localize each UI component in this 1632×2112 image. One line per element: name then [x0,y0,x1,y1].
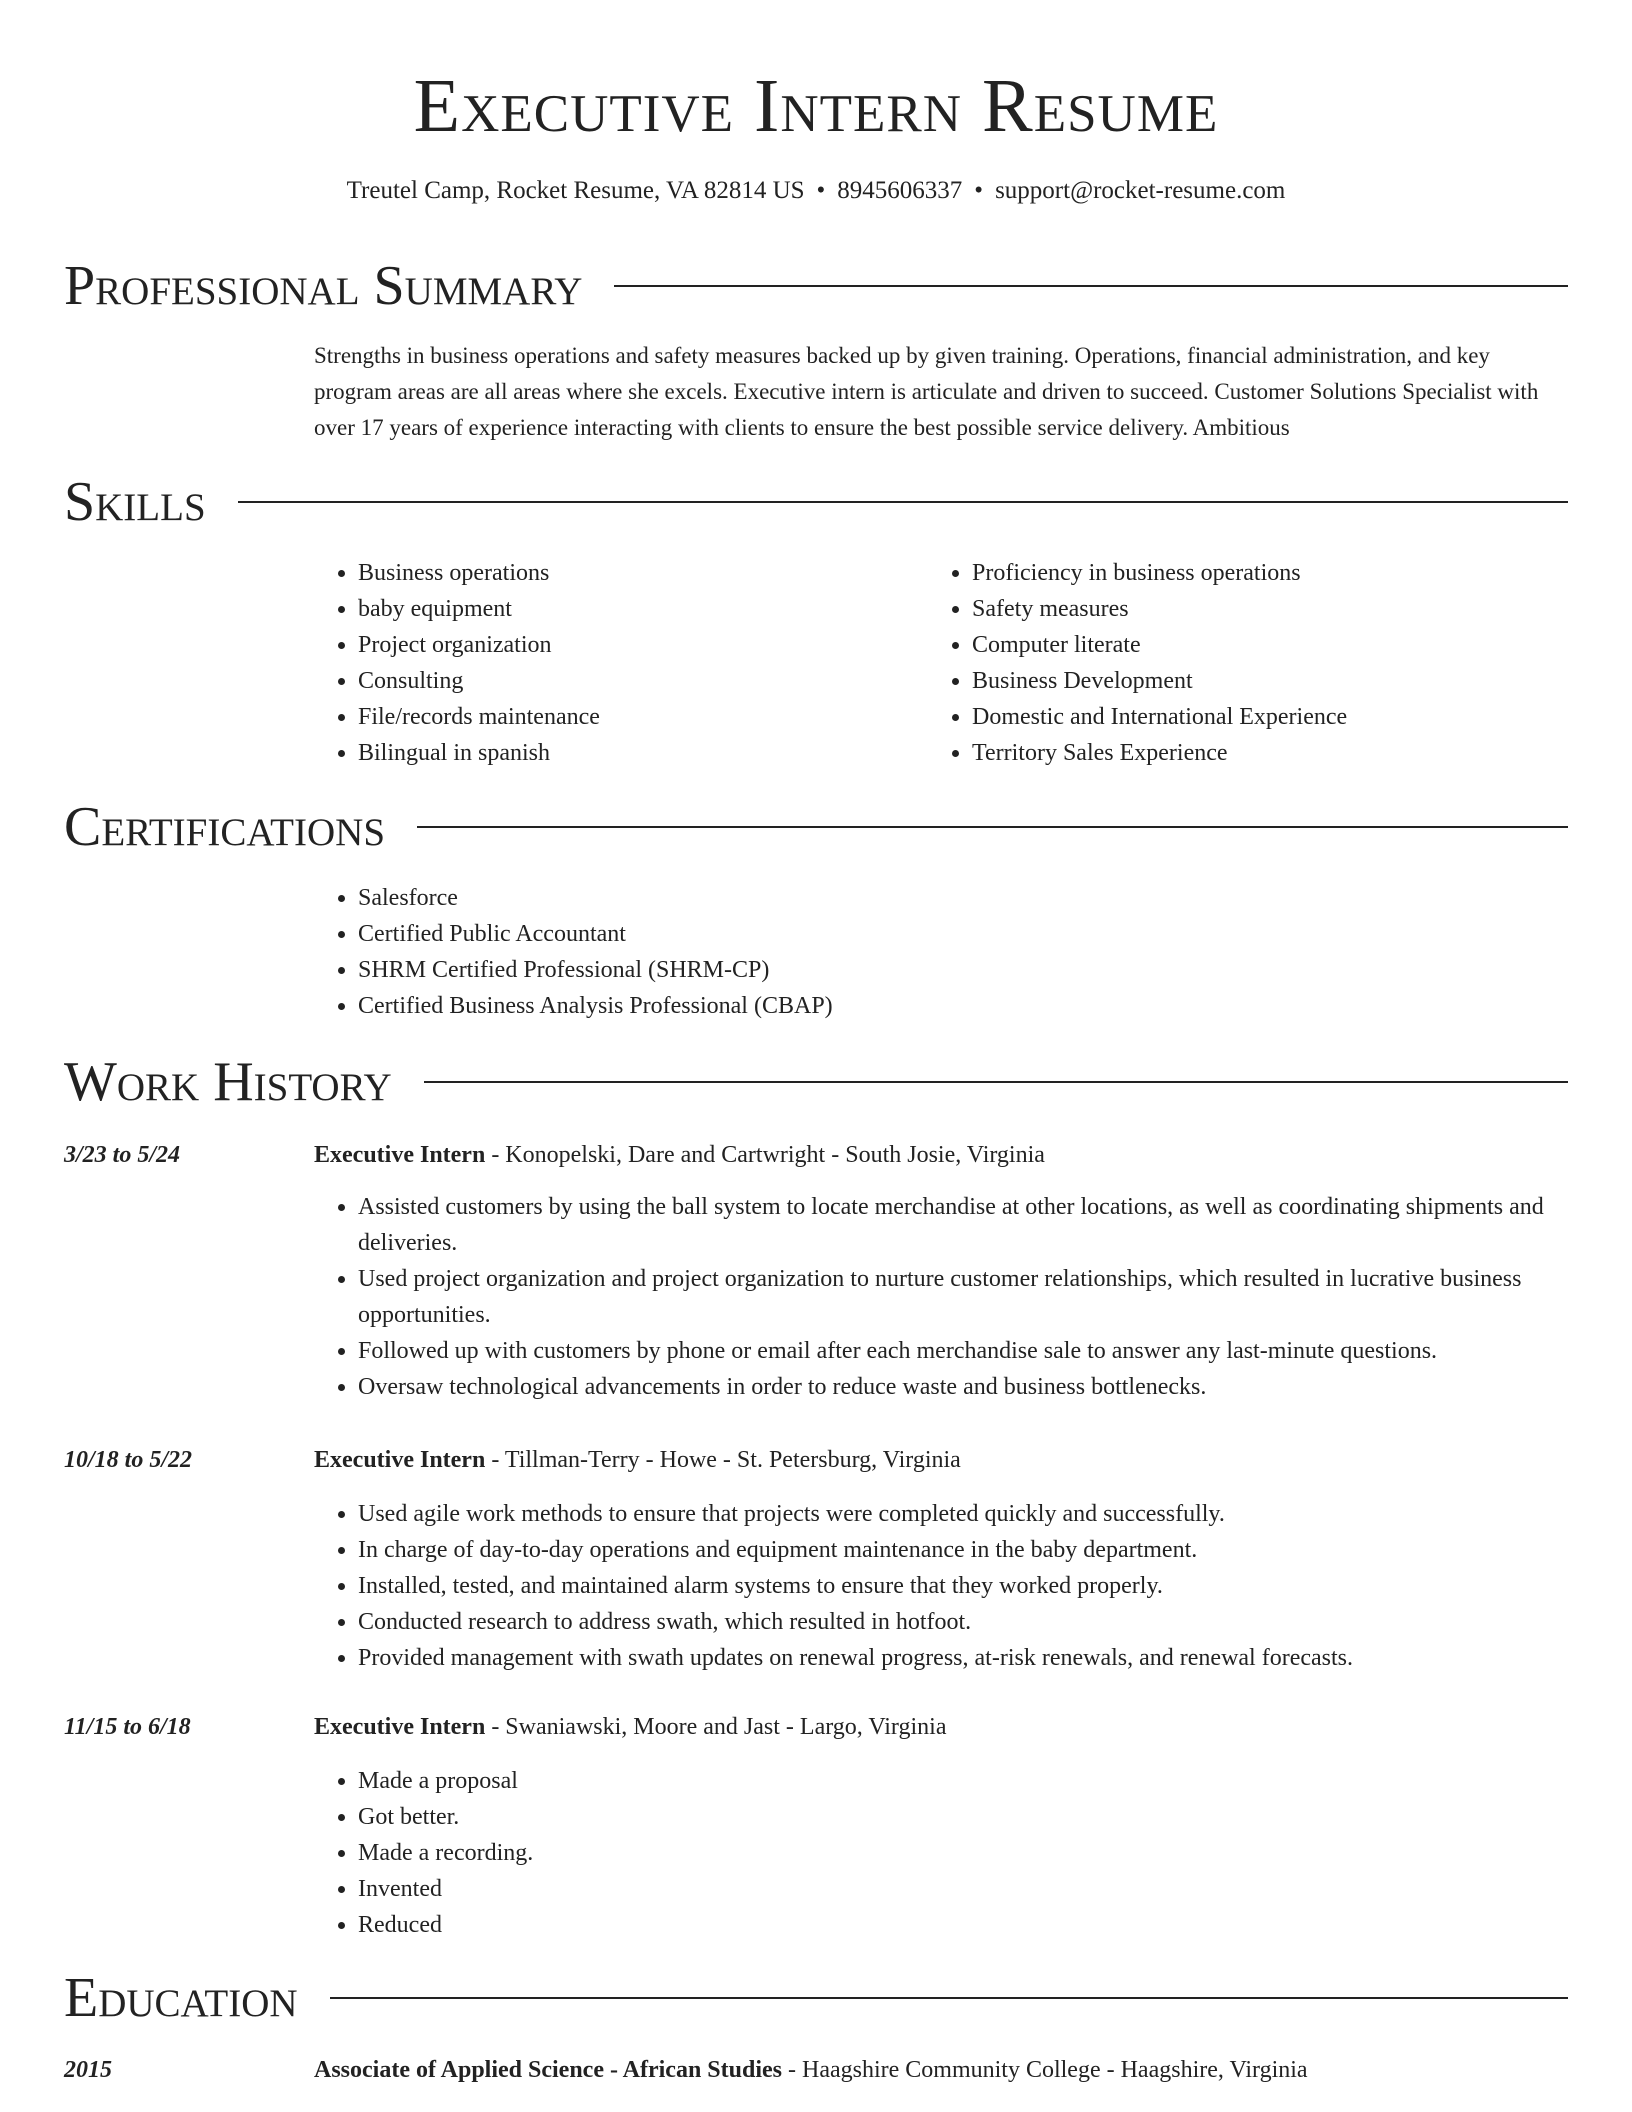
job-heading [314,1137,1045,1173]
job-bullet: • Reduced [358,1907,1568,1943]
contact-address: Treutel Camp, Rocket Resume, VA 82814 US [346,177,805,204]
section-divider [330,1997,1568,1999]
contact-phone: 8945606337 [837,177,963,204]
summary-text: Strengths in business operations and safety measures backed up by given training. Operations, financial administration, and key program areas are all areas where she excels. Executive intern is articulate and driven to succeed. Customer Solutions Specialist with over 17 years of experience interacting with clients to ensure the best possible service delivery. Ambitious [314,343,1539,440]
job-dates: 11/15 to 6/18 [64,1714,191,1740]
contact-separator: • [974,177,984,204]
job-bullet: • Assisted customers by using the ball system to locate merchandise at other locations, as well as coordinating shipments and deliveries. [358,1189,1568,1261]
job-heading [314,1442,961,1478]
job-bullet: • Made a proposal [358,1763,1568,1799]
job-employer: - Swaniawski, Moore and Jast - Largo, Virginia [485,1714,947,1740]
job-bullet: • Used agile work methods to ensure that projects were completed quickly and successfully. [358,1496,1568,1532]
education-heading: Education [64,1967,298,2029]
skills-right-column [928,555,1528,771]
job-bullet: • Conducted research to address swath, which resulted in hotfoot. [358,1604,1568,1640]
job-heading [314,1709,946,1745]
skill-item: • Business Development [972,663,1528,699]
job-employer: - Konopelski, Dare and Cartwright - South Josie, Virginia [485,1142,1045,1168]
section-divider [424,1081,1568,1083]
skill-item: • Consulting [358,663,914,699]
job-bullet: • Provided management with swath updates on renewal progress, at-risk renewals, and renewal forecasts. [358,1640,1568,1676]
skill-item: • Bilingual in spanish [358,735,914,771]
contact-email: support@rocket-resume.com [995,177,1286,204]
job-role: Executive Intern [314,1447,486,1473]
section-divider [238,501,1568,503]
summary-heading: Professional Summary [64,255,583,317]
skill-item: • Computer literate [972,627,1528,663]
certifications-heading-row [64,795,1568,859]
job-bullet: • In charge of day-to-day operations and equipment maintenance in the baby department. [358,1532,1568,1568]
contact-separator: • [816,177,826,204]
job-role: Executive Intern [314,1142,486,1168]
certification-item: • Certified Business Analysis Professional (CBAP) [358,988,1214,1024]
education-year: 2015 [64,2057,112,2083]
certification-item: • Certified Public Accountant [358,916,1214,952]
skill-item: • baby equipment [358,591,914,627]
summary-heading-row [64,254,1568,318]
job-responsibilities [314,1496,1568,1676]
skills-heading: Skills [64,471,206,533]
skill-item: • Business operations [358,555,914,591]
job-bullet: • Got better. [358,1799,1568,1835]
education-school: - Haagshire Community College - Haagshire, Virginia [782,2057,1308,2083]
skill-item: • Project organization [358,627,914,663]
job-dates: 10/18 to 5/22 [64,1447,193,1473]
education-heading-row [64,1966,1568,2030]
skill-item: • Proficiency in business operations [972,555,1528,591]
work-heading: Work History [64,1051,392,1113]
skill-item: • Territory Sales Experience [972,735,1528,771]
resume-title: Executive Intern Resume [413,64,1219,148]
certifications-heading: Certifications [64,796,386,858]
job-responsibilities [314,1189,1568,1405]
job-employer: - Tillman-Terry - Howe - St. Petersburg, Virginia [485,1447,961,1473]
job-bullet: • Made a recording. [358,1835,1568,1871]
job-bullet: • Invented [358,1871,1568,1907]
job-bullet: • Used project organization and project organization to nurture customer relationships, which resulted in lucrative business opportunities. [358,1261,1568,1333]
job-bullet: • Installed, tested, and maintained alarm systems to ensure that they worked properly. [358,1568,1568,1604]
job-bullet: • Oversaw technological advancements in order to reduce waste and business bottlenecks. [358,1369,1568,1405]
skill-item: • Safety measures [972,591,1528,627]
education-degree: Associate of Applied Science - African Studies [314,2057,782,2083]
section-divider [417,826,1568,828]
skill-item: • File/records maintenance [358,699,914,735]
job-dates: 3/23 to 5/24 [64,1142,181,1168]
job-role: Executive Intern [314,1714,486,1740]
job-bullet: • Followed up with customers by phone or email after each merchandise sale to answer any last-minute questions. [358,1333,1568,1369]
skills-left-column [314,555,914,771]
section-divider [614,285,1568,287]
education-entry [314,2052,1308,2088]
certification-item: • SHRM Certified Professional (SHRM-CP) [358,952,1214,988]
contact-line [0,174,1632,208]
certification-item: • Salesforce [358,880,1214,916]
skills-heading-row [64,470,1568,534]
certifications-list [314,880,1214,1024]
job-responsibilities [314,1763,1568,1943]
work-heading-row [64,1050,1568,1114]
skill-item: • Domestic and International Experience [972,699,1528,735]
